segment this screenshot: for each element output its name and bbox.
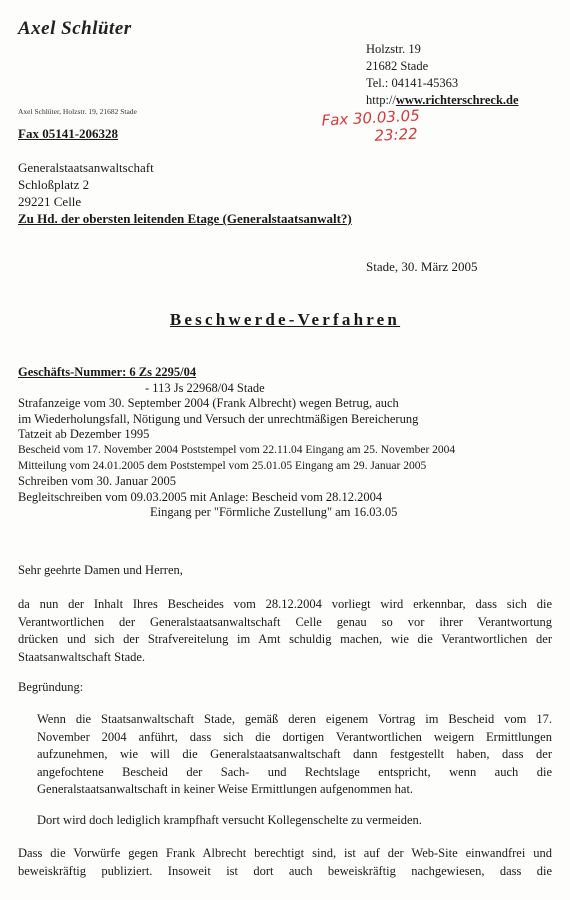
recipient-line-1: Generalstaatsanwaltschaft (18, 160, 154, 175)
fax-number: Fax 05141-206328 (18, 126, 119, 141)
paragraph-4-line-1: Dass die Vorwürfe gegen Frank Albrecht berechtigt sind, ist auf der Web-Site einwandfrei und (18, 846, 552, 860)
paragraph-3-line-1: Dort wird doch lediglich krampfhaft versucht Kollegenschelte zu vermeiden. (37, 813, 422, 827)
case-number: Geschäfts-Nummer: 6 Zs 2295/04 (18, 365, 197, 379)
contact-city: 21682 Stade (366, 59, 429, 73)
recipient-line-4: Zu Hd. der obersten leitenden Etage (Generalstaatsanwalt?) (18, 211, 352, 226)
ref-line-4: Bescheid vom 17. November 2004 Poststempel vom 22.11.04 Eingang am 25. November 2004 (18, 443, 456, 456)
sender-return-line: Axel Schlüter, Holzstr. 19, 21682 Stade (18, 107, 137, 116)
letterhead-name: Axel Schlüter (18, 18, 132, 39)
ref-line-7: Begleitschreiben vom 09.03.2005 mit Anlage: Bescheid vom 28.12.2004 (18, 489, 383, 504)
ref-line-1: Strafanzeige vom 30. September 2004 (Frank Albrecht) wegen Betrug, auch (18, 396, 399, 411)
paragraph-4-line-2: beweiskräftig publiziert. Insoweit ist dort auch beweiskräftig nachgewiesen, dass die (18, 863, 552, 878)
paragraph-1-line-1: da nun der Inhalt Ihres Bescheides vom 28.12.2004 vorliegt wird erkennbar, dass sich die (18, 597, 552, 611)
paragraph-1 (18, 596, 552, 666)
contact-web (366, 92, 519, 109)
paragraph-2-line-2: November 2004 anführt, dass sich die dortigen Verantwortlichen weigern Ermittlungen (37, 729, 552, 744)
ref-line-2: im Wiederholungsfall, Nötigung und Versuch der unrechtmäßigen Bereicherung (18, 411, 419, 426)
recipient-line-3: 29221 Celle (18, 194, 82, 209)
subject-title: Beschwerde-Verfahren (169, 310, 401, 329)
salutation: Sehr geehrte Damen und Herren, (18, 563, 183, 577)
handwritten-fax-note (321, 106, 421, 147)
paragraph-2-line-5: Generalstaatsanwaltschaft in keiner Weise Ermittlungen aufgenommen hat. (37, 782, 414, 796)
ref-line-5: Mitteilung vom 24.01.2005 dem Poststempel vom 25.01.05 Eingang am 29. Januar 2005 (18, 459, 427, 472)
paragraph-1-line-2: Verantwortlichen der Generalstaatsanwaltschaft Celle genau so vor ihrer Verantwortung (18, 614, 552, 629)
contact-phone: Tel.: 04141-45363 (366, 76, 459, 90)
ref-line-3: Tatzeit ab Dezember 1995 (18, 427, 150, 442)
letter-date: Stade, 30. März 2005 (366, 259, 478, 274)
web-link[interactable]: www.richterschreck.de (395, 93, 519, 107)
paragraph-2-line-4: angefochtene Bescheid der Sach- und Rechtslage entspricht, wenn auch die (37, 764, 552, 779)
paragraph-2-line-1: Wenn die Staatsanwaltschaft Stade, gemäß deren eigenem Vortrag im Bescheid vom 17. (37, 712, 552, 726)
begruendung-heading: Begründung: (18, 680, 84, 694)
reference-block (18, 365, 455, 521)
paragraph-1-line-4: Staatsanwaltschaft Stade. (18, 649, 146, 664)
contact-street: Holzstr. 19 (366, 42, 421, 56)
handwritten-fax-time: 23:22 (373, 124, 419, 145)
letterhead-contact (366, 41, 519, 109)
ref-line-6: Schreiben vom 30. Januar 2005 (18, 474, 176, 489)
ref-line-8: Eingang per "Förmliche Zustellung" am 16.03.05 (150, 505, 398, 520)
web-prefix: http:// (366, 93, 396, 107)
paragraph-2 (37, 711, 552, 799)
paragraph-3 (37, 812, 552, 830)
recipient-line-2: Schloßplatz 2 (18, 177, 90, 192)
handwritten-fax-date: Fax 30.03.05 (321, 106, 421, 130)
recipient-address (18, 159, 352, 227)
sub-case-number: - 113 Js 22968/04 Stade (145, 380, 265, 395)
paragraph-2-line-3: aufzunehmen, wie will die Generalstaatsanwaltschaft dann festgestellt haben, dass der (37, 747, 552, 761)
paragraph-4 (18, 845, 552, 880)
paragraph-1-line-3: drücken und sich der Strafvereitelung im Amt schuldig machen, wie die Verantwortlichen der (18, 632, 552, 646)
